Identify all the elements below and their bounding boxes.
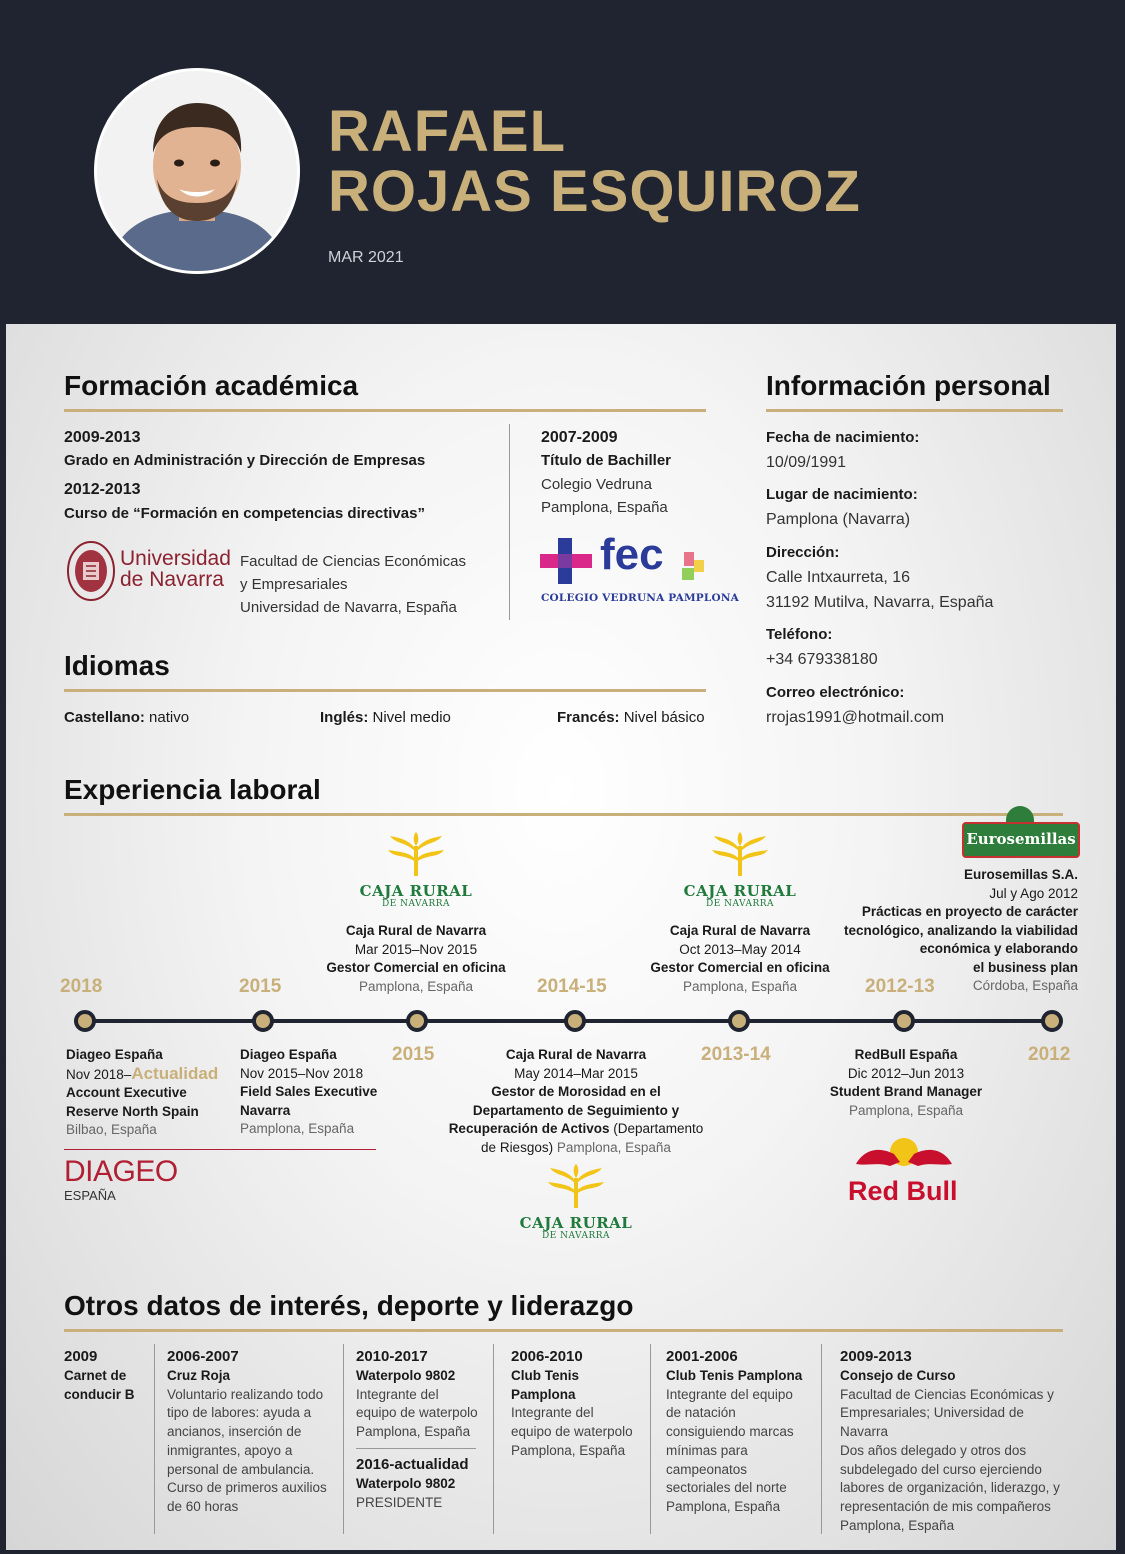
diageo-word: DIAGEO: [64, 1155, 178, 1188]
language-castellano: [64, 706, 189, 729]
line: Dos años delegado y otros dos: [840, 1442, 1027, 1458]
period: Jul y Ago 2012: [989, 885, 1078, 901]
timeline-node: [564, 1010, 586, 1032]
school-place: Pamplona, España: [541, 499, 668, 516]
caja-rural-word: CAJA RURAL: [519, 1214, 633, 1232]
role-line-2: Navarra: [240, 1102, 291, 1118]
address-line-2: 31192 Mutilva, Navarra, España: [766, 594, 994, 611]
column-divider: [821, 1344, 822, 1534]
bulls-icon: [854, 1136, 954, 1172]
line: Pamplona, España: [511, 1442, 626, 1458]
role-line-3b: (Departamento: [609, 1121, 704, 1136]
fec-mark-icon: [680, 552, 706, 587]
name-line-1: RAFAEL: [328, 99, 566, 164]
address-line-1: Calle Intxaurreta, 16: [766, 569, 911, 586]
timeline-year-2015-bottom: 2015: [392, 1044, 435, 1065]
fec-logo-text: fec: [600, 530, 664, 579]
role-line-3: económica y elaborando: [919, 941, 1078, 956]
timeline-year-2015-top: 2015: [239, 976, 282, 997]
caja-rural-word: CAJA RURAL: [683, 882, 797, 900]
candidate-name: [328, 99, 861, 224]
org-line-1: Club Tenis: [511, 1368, 580, 1383]
phone-label: Teléfono:: [766, 626, 833, 643]
years: 2009: [64, 1348, 98, 1365]
years-2: 2016-actualidad: [356, 1455, 469, 1473]
role: Student Brand Manager: [829, 1084, 983, 1099]
line: subdelegado del curso ejerciendo: [840, 1461, 1042, 1477]
eurosemillas-word: Eurosemillas: [966, 830, 1076, 848]
org-line-1: Carnet de: [64, 1368, 127, 1383]
cv-body: [6, 324, 1116, 1550]
other-col-3: [356, 1347, 481, 1512]
uni-logo-line1: Universidad: [120, 547, 231, 570]
edu-years-1: 2009-2013: [64, 429, 141, 446]
column-divider: [343, 1344, 344, 1534]
exp-caja-2: [436, 1046, 716, 1157]
education-divider: [509, 424, 510, 620]
role-line-2: Reserve North Spain: [66, 1103, 199, 1119]
timeline-year-2018: 2018: [60, 976, 103, 997]
personal-fields: [766, 426, 1086, 730]
period: Nov 2018–: [66, 1066, 132, 1082]
role-line-2: tecnológico, analizando la viabilidad: [843, 922, 1078, 938]
caja-rural-logo-1: [356, 832, 476, 909]
years: 2001-2006: [666, 1348, 738, 1365]
timeline-node: [252, 1010, 274, 1032]
line: Integrante del: [356, 1386, 439, 1402]
role-line-1: Gestor de Morosidad en el: [491, 1084, 661, 1099]
line: campeonatos: [666, 1461, 748, 1477]
languages-rule: [64, 689, 706, 692]
diageo-logo: [64, 1156, 178, 1204]
company: Caja Rural de Navarra: [505, 1047, 647, 1062]
timeline-year-2014-15: 2014-15: [537, 976, 607, 997]
wheat-icon: [386, 832, 446, 878]
caja-rural-logo-2: [680, 832, 800, 909]
faculty-line-1: Facultad de Ciencias Económicas: [240, 553, 466, 570]
org-line-2: Pamplona: [511, 1386, 576, 1402]
faculty-text: [240, 550, 466, 619]
role-line-1: Field Sales Executive: [240, 1084, 378, 1099]
language-name: Castellano:: [64, 709, 145, 726]
period: May 2014–Mar 2015: [514, 1065, 638, 1081]
languages-title: Idiomas: [64, 650, 170, 681]
diageo-divider: [64, 1149, 376, 1150]
org: Club Tenis Pamplona: [666, 1368, 803, 1383]
caja-rural-word: CAJA RURAL: [359, 882, 473, 900]
org-2: Waterpolo 9802: [356, 1475, 456, 1491]
line: Integrante del equipo: [666, 1386, 793, 1402]
header: [6, 4, 1116, 324]
personal-title: Información personal: [766, 370, 1051, 401]
line: de natación: [666, 1405, 736, 1421]
line: inmigrantes, apoyo a: [167, 1442, 293, 1458]
birthdate-label: Fecha de nacimiento:: [766, 429, 920, 446]
years: 2006-2007: [167, 1348, 239, 1365]
language-ingles: [320, 706, 451, 729]
uni-logo: [120, 548, 231, 590]
line: equipo de waterpolo: [356, 1405, 478, 1421]
timeline-node: [893, 1010, 915, 1032]
faculty-line-2: y Empresariales: [240, 576, 348, 593]
birthplace-value: Pamplona (Navarra): [766, 511, 911, 528]
exp-caja-3: [640, 922, 840, 996]
column-divider: [154, 1344, 155, 1534]
company: Diageo España: [66, 1047, 163, 1062]
birthdate-value: 10/09/1991: [766, 454, 847, 471]
language-name: Inglés:: [320, 709, 369, 726]
line: consiguiendo marcas: [666, 1424, 794, 1440]
role-line-2: Departamento de Seguimiento y: [472, 1102, 680, 1118]
name-line-2: ROJAS ESQUIROZ: [328, 159, 861, 224]
wheat-icon: [710, 832, 770, 878]
other-col-2: [167, 1347, 342, 1517]
diageo-sub: ESPAÑA: [64, 1188, 116, 1203]
line: equipo de waterpolo: [511, 1424, 633, 1440]
other-rule: [64, 1329, 1063, 1332]
line: Navarra: [840, 1424, 889, 1440]
org: Cruz Roja: [167, 1368, 231, 1383]
language-level: nativo: [149, 709, 190, 726]
role: Gestor Comercial en oficina: [650, 960, 830, 975]
experience-title: Experiencia laboral: [64, 774, 321, 805]
timeline-year-2012: 2012: [1028, 1044, 1071, 1065]
phone-value: +34 679338180: [766, 651, 878, 668]
role-line-3: Recuperación de Activos: [448, 1121, 610, 1136]
timeline-node: [406, 1010, 428, 1032]
line: Pamplona, España: [840, 1517, 955, 1533]
location: Pamplona, España: [240, 1121, 355, 1136]
role-line-1: Prácticas en proyecto de carácter: [861, 904, 1078, 919]
location: Córdoba, España: [972, 978, 1078, 993]
language-name: Francés:: [557, 709, 620, 726]
fec-cross-icon: [540, 538, 592, 589]
profile-photo: [94, 68, 300, 274]
timeline-node: [74, 1010, 96, 1032]
edu-years-2: 2012-2013: [64, 481, 141, 498]
line: tipo de labores: ayuda a: [167, 1405, 312, 1421]
cv-date: MAR 2021: [328, 249, 404, 266]
company: Diageo España: [240, 1047, 337, 1062]
line: de 60 horas: [167, 1498, 239, 1514]
inner-divider: [356, 1448, 476, 1449]
line: Pamplona, España: [356, 1424, 471, 1440]
uni-seal-icon: [66, 540, 116, 607]
other-col-5: [666, 1347, 816, 1517]
other-col-4: [511, 1347, 651, 1461]
timeline-year-2013-14: 2013-14: [701, 1044, 771, 1065]
language-level: Nivel medio: [372, 709, 451, 726]
exp-diageo-2: [240, 1046, 400, 1139]
period: Mar 2015–Nov 2015: [354, 941, 478, 957]
timeline-node: [728, 1010, 750, 1032]
years: 2006-2010: [511, 1348, 583, 1365]
location: Bilbao, España: [66, 1122, 157, 1137]
caja-rural-logo-3: [516, 1164, 636, 1241]
caja-rural-sub: DE NAVARRA: [381, 899, 450, 909]
timeline-node: [1041, 1010, 1063, 1032]
other-col-6: [840, 1347, 1080, 1535]
education-rule: [64, 409, 706, 412]
location: Pamplona, España: [358, 978, 474, 994]
location: Pamplona, España: [553, 1139, 671, 1155]
wheat-icon: [546, 1164, 606, 1210]
school-years: 2007-2009: [541, 429, 618, 446]
redbull-logo: [848, 1136, 968, 1205]
role-line-4: el business plan: [972, 959, 1078, 975]
line: Integrante del: [511, 1405, 594, 1421]
org: Consejo de Curso: [840, 1368, 956, 1383]
eurosemillas-logo: [962, 806, 1078, 858]
company: RedBull España: [854, 1047, 958, 1062]
period: Oct 2013–May 2014: [679, 941, 801, 957]
faculty-line-3: Universidad de Navarra, España: [240, 599, 457, 616]
years: 2009-2013: [840, 1348, 912, 1365]
org: Waterpolo 9802: [356, 1368, 456, 1383]
timeline-year-2012-13: 2012-13: [865, 976, 935, 997]
address-label: Dirección:: [766, 544, 840, 561]
period-current: Actualidad: [131, 1063, 219, 1083]
location: Pamplona, España: [682, 978, 798, 994]
extra: PRESIDENTE: [356, 1494, 443, 1510]
line: mínimas para: [666, 1442, 748, 1458]
company: Caja Rural de Navarra: [345, 923, 487, 938]
exp-diageo-1: [66, 1046, 246, 1140]
line: Voluntario realizando todo: [167, 1386, 324, 1402]
line: personal de ambulancia.: [167, 1461, 315, 1477]
role-line-1: Account Executive: [66, 1085, 187, 1100]
avatar-icon: [97, 71, 297, 271]
birthplace-label: Lugar de nacimiento:: [766, 486, 918, 503]
column-divider: [650, 1344, 651, 1534]
period: Dic 2012–Jun 2013: [847, 1065, 965, 1081]
column-divider: [493, 1344, 494, 1534]
years: 2010-2017: [356, 1348, 428, 1365]
caja-rural-sub: DE NAVARRA: [705, 899, 774, 909]
role-line-4: de Riesgos): [481, 1139, 554, 1155]
redbull-word: Red Bull: [848, 1176, 958, 1206]
line: labores de organización, liderazgo, y: [840, 1480, 1060, 1496]
language-frances: [557, 706, 705, 729]
uni-logo-line2: de Navarra: [120, 568, 224, 591]
company: Caja Rural de Navarra: [669, 923, 811, 938]
fec-logo-sub: COLEGIO VEDRUNA PAMPLONA: [541, 592, 739, 604]
language-level: Nivel básico: [623, 709, 705, 726]
line: Curso de primeros auxilios: [167, 1480, 327, 1496]
line: sectoriales del norte: [666, 1480, 787, 1496]
exp-caja-1: [316, 922, 516, 996]
edu-degree-2: Curso de “Formación en competencias directivas”: [64, 505, 425, 522]
line: ancianos, inserción de: [167, 1424, 302, 1440]
org-line-2: conducir B: [64, 1386, 135, 1402]
personal-rule: [766, 409, 1063, 412]
email-label: Correo electrónico:: [766, 684, 905, 701]
line: representación de mis compañeros: [840, 1498, 1051, 1514]
line: Pamplona, España: [666, 1498, 781, 1514]
other-title: Otros datos de interés, deporte y liderazgo: [64, 1290, 634, 1321]
education-title: Formación académica: [64, 370, 359, 401]
location: Pamplona, España: [848, 1102, 964, 1118]
period: Nov 2015–Nov 2018: [240, 1065, 364, 1081]
caja-rural-sub: DE NAVARRA: [541, 1231, 610, 1241]
email-value: rrojas1991@hotmail.com: [766, 709, 945, 726]
line: Facultad de Ciencias Económicas y: [840, 1386, 1054, 1402]
line: Empresariales; Universidad de: [840, 1405, 1024, 1421]
other-col-1: [64, 1347, 150, 1404]
school-name: Colegio Vedruna: [541, 476, 652, 493]
exp-redbull: [806, 1046, 1006, 1120]
edu-degree-1: Grado en Administración y Dirección de Empresas: [64, 452, 426, 469]
experience-rule: [64, 813, 1063, 816]
role: Gestor Comercial en oficina: [326, 960, 506, 975]
company: Eurosemillas S.A.: [963, 867, 1078, 882]
school-degree: Título de Bachiller: [541, 452, 672, 469]
